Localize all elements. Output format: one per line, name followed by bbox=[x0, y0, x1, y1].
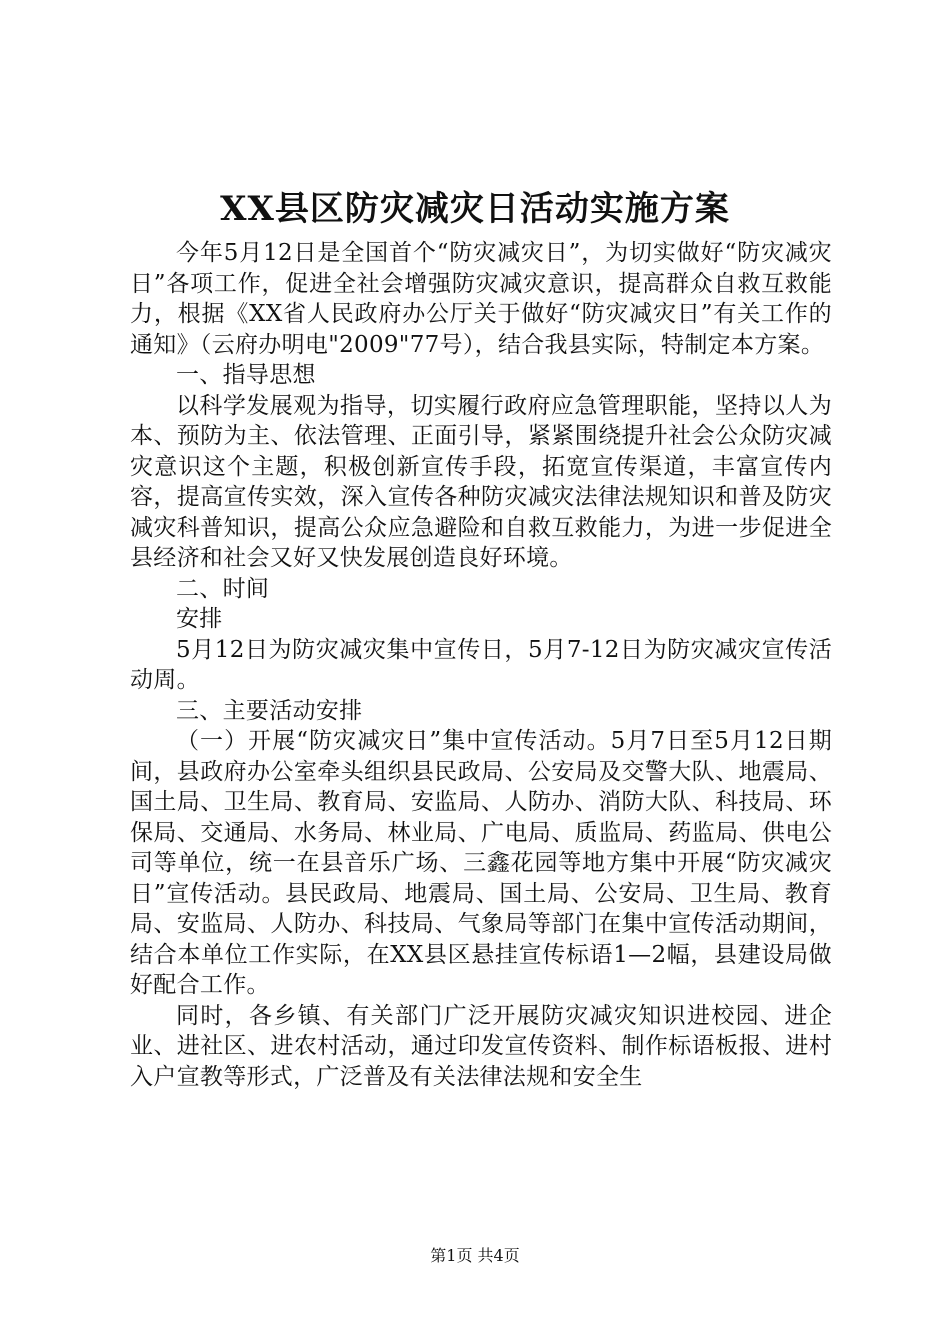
paragraph-activity-continued: 同时，各乡镇、有关部门广泛开展防灾减灾知识进校园、进企业、进社区、进农村活动，通过印发宣传资料、制作标语板报、进村入户宣教等形式，广泛普及有关法律法规和安全生 bbox=[130, 1002, 832, 1090]
section-heading-main-activities: 三、主要活动安排 bbox=[176, 697, 363, 724]
section-heading-arrangement: 安排 bbox=[176, 606, 223, 632]
paragraph-activity-one: （一）开展“防灾减灾日”集中宣传活动。5月7日至5月12日期间，县政府办公室牵头组织县民政局、公安局及交警大队、地震局、国土局、卫生局、教育局、安监局、人防办、消防大队、科技局、环保局、交通局、水务局、林业局、广电局、质监局、药监局、供电公司等单位，统一在县音乐广场、三鑫花园等地方集中开展“防灾减灾日”宣传活动。县民政局、地震局、国土局、公安局、卫生局、教育局、安监局、人防办、科技局、气象局等部门在集中宣传活动期间，结合本单位工作实际，在XX县区悬挂宣传标语1—2幅，县建设局做好配合工作。 bbox=[130, 728, 832, 998]
section-heading-guiding-ideology: 一、指导思想 bbox=[176, 362, 316, 388]
paragraph-guiding-ideology: 以科学发展观为指导，切实履行政府应急管理职能，坚持以人为本、预防为主、依法管理、正面引导，紧紧围绕提升社会公众防灾减灾意识这个主题，积极创新宣传手段，拓宽宣传渠道，丰富宣传内容，提高宣传实效，深入宣传各种防灾减灾法律法规知识和普及防灾减灾科普知识，提高公众应急避险和自救互救能力，为进一步促进全县经济和社会又好又快发展创造良好环境。 bbox=[130, 392, 832, 571]
section-heading-time: 二、时间 bbox=[176, 575, 270, 602]
paragraph-intro: 今年5月12日是全国首个“防灾减灾日”，为切实做好“防灾减灾日”各项工作，促进全社会增强防灾减灾意识，提高群众自救互救能力，根据《XX省人民政府办公厅关于做好“防灾减灾日”有关工作的通知》（云府办明电"2009"77号），结合我县实际，特制定本方案。 bbox=[130, 240, 832, 358]
document-body bbox=[130, 238, 832, 1092]
page-number-footer: 第1页 共4页 bbox=[430, 1246, 520, 1265]
document-title: XX县区防灾减灾日活动实施方案 bbox=[220, 189, 730, 229]
paragraph-schedule: 5月12日为防灾减灾集中宣传日，5月7-12日为防灾减灾宣传活动周。 bbox=[130, 636, 832, 693]
